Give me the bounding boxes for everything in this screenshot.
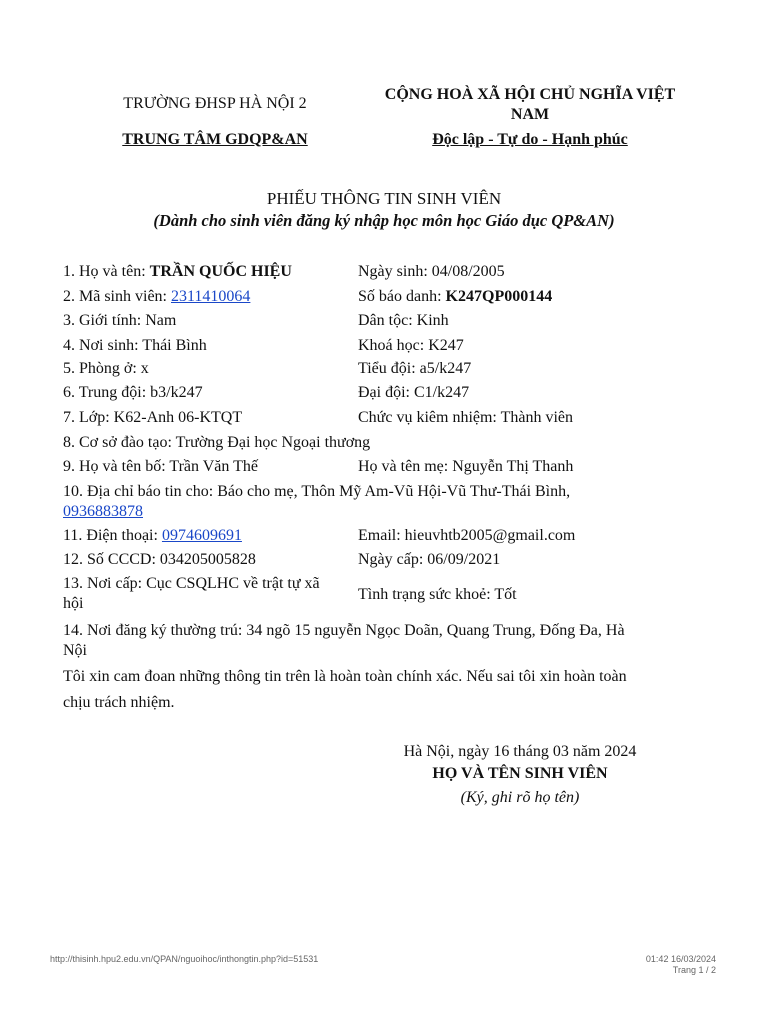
student-id-link[interactable]: 2311410064 — [171, 288, 251, 305]
signature-title: HỌ VÀ TÊN SINH VIÊN — [432, 765, 608, 782]
field-citizen-id: 12. Số CCCD: 034205005828 — [63, 551, 256, 568]
country-name-line2: NAM — [510, 106, 550, 123]
registration-number-value: K247QP000144 — [445, 288, 553, 305]
country-name-line1: CỘNG HOÀ XÃ HỘI CHỦ NGHĨA VIỆT — [384, 86, 676, 103]
phone-label: 11. Điện thoại: — [63, 527, 162, 544]
motto: Độc lập - Tự do - Hạnh phúc — [432, 131, 628, 148]
footer-url: http://thisinh.hpu2.edu.vn/QPAN/nguoihoc/inthongtin.php?id=51531 — [50, 954, 319, 964]
page-title: PHIẾU THÔNG TIN SINH VIÊN — [266, 189, 502, 208]
declaration-line1: Tôi xin cam đoan những thông tin trên là hoàn toàn chính xác. Nếu sai tôi xin hoàn toàn — [63, 668, 627, 685]
signature-date: Hà Nội, ngày 16 tháng 03 năm 2024 — [403, 743, 637, 760]
field-permanent-address-line1: 14. Nơi đăng ký thường trú: 34 ngõ 15 nguyễn Ngọc Doãn, Quang Trung, Đống Đa, Hà — [63, 622, 625, 639]
footer-page-number: Trang 1 / 2 — [672, 965, 716, 975]
field-phone — [63, 527, 242, 545]
signature-note: (Ký, ghi rõ họ tên) — [460, 789, 580, 806]
footer-timestamp: 01:42 16/03/2024 — [645, 954, 716, 964]
field-birthplace: 4. Nơi sinh: Thái Bình — [63, 337, 207, 354]
phone-link[interactable]: 0974609691 — [161, 527, 242, 544]
field-squad: Tiểu đội: a5/k247 — [358, 360, 472, 377]
full-name-value: TRẦN QUỐC HIỆU — [149, 263, 292, 280]
declaration-line2: chịu trách nhiệm. — [63, 694, 175, 711]
field-full-name — [63, 263, 292, 281]
field-mother-name: Họ và tên mẹ: Nguyễn Thị Thanh — [358, 458, 574, 475]
field-issue-place-line1: 13. Nơi cấp: Cục CSQLHC về trật tự xã — [63, 575, 320, 592]
field-room: 5. Phòng ở: x — [63, 360, 149, 377]
field-contact-address: 10. Địa chỉ báo tin cho: Báo cho mẹ, Thôn Mỹ Am-Vũ Hội-Vũ Thư-Thái Bình, — [63, 483, 571, 500]
field-registration-number — [358, 288, 552, 306]
birth-date-label: Ngày sinh: — [358, 263, 432, 280]
registration-number-label: Số báo danh: — [358, 288, 446, 305]
field-course: Khoá học: K247 — [358, 337, 464, 354]
contact-phone-link[interactable]: 0936883878 — [63, 503, 143, 520]
field-class: 7. Lớp: K62-Anh 06-KTQT — [63, 409, 243, 426]
full-name-label: 1. Họ và tên: — [63, 263, 150, 280]
field-health-status: Tình trạng sức khoẻ: Tốt — [358, 586, 517, 603]
field-institution: 8. Cơ sở đào tạo: Trường Đại học Ngoại thương — [63, 434, 371, 451]
field-gender: 3. Giới tính: Nam — [63, 312, 177, 329]
field-ethnicity: Dân tộc: Kinh — [358, 312, 449, 329]
school-name: TRƯỜNG ĐHSP HÀ NỘI 2 — [123, 95, 307, 112]
field-issue-place-line2: hội — [63, 595, 84, 612]
field-permanent-address-line2: Nội — [63, 642, 87, 659]
field-issue-date: Ngày cấp: 06/09/2021 — [358, 551, 501, 568]
center-name: TRUNG TÂM GDQP&AN — [122, 131, 308, 148]
field-email: Email: hieuvhtb2005@gmail.com — [358, 527, 576, 544]
student-id-label: 2. Mã sinh viên: — [63, 288, 171, 305]
field-father-name: 9. Họ và tên bố: Trần Văn Thế — [63, 458, 258, 475]
field-birth-date — [358, 263, 505, 281]
birth-date-value: 04/08/2005 — [431, 263, 505, 280]
field-position: Chức vụ kiêm nhiệm: Thành viên — [358, 409, 574, 426]
page-subtitle: (Dành cho sinh viên đăng ký nhập học môn học Giáo dục QP&AN) — [153, 211, 615, 230]
field-platoon: 6. Trung đội: b3/k247 — [63, 384, 203, 401]
field-student-id — [63, 288, 250, 306]
field-company: Đại đội: C1/k247 — [358, 384, 470, 401]
